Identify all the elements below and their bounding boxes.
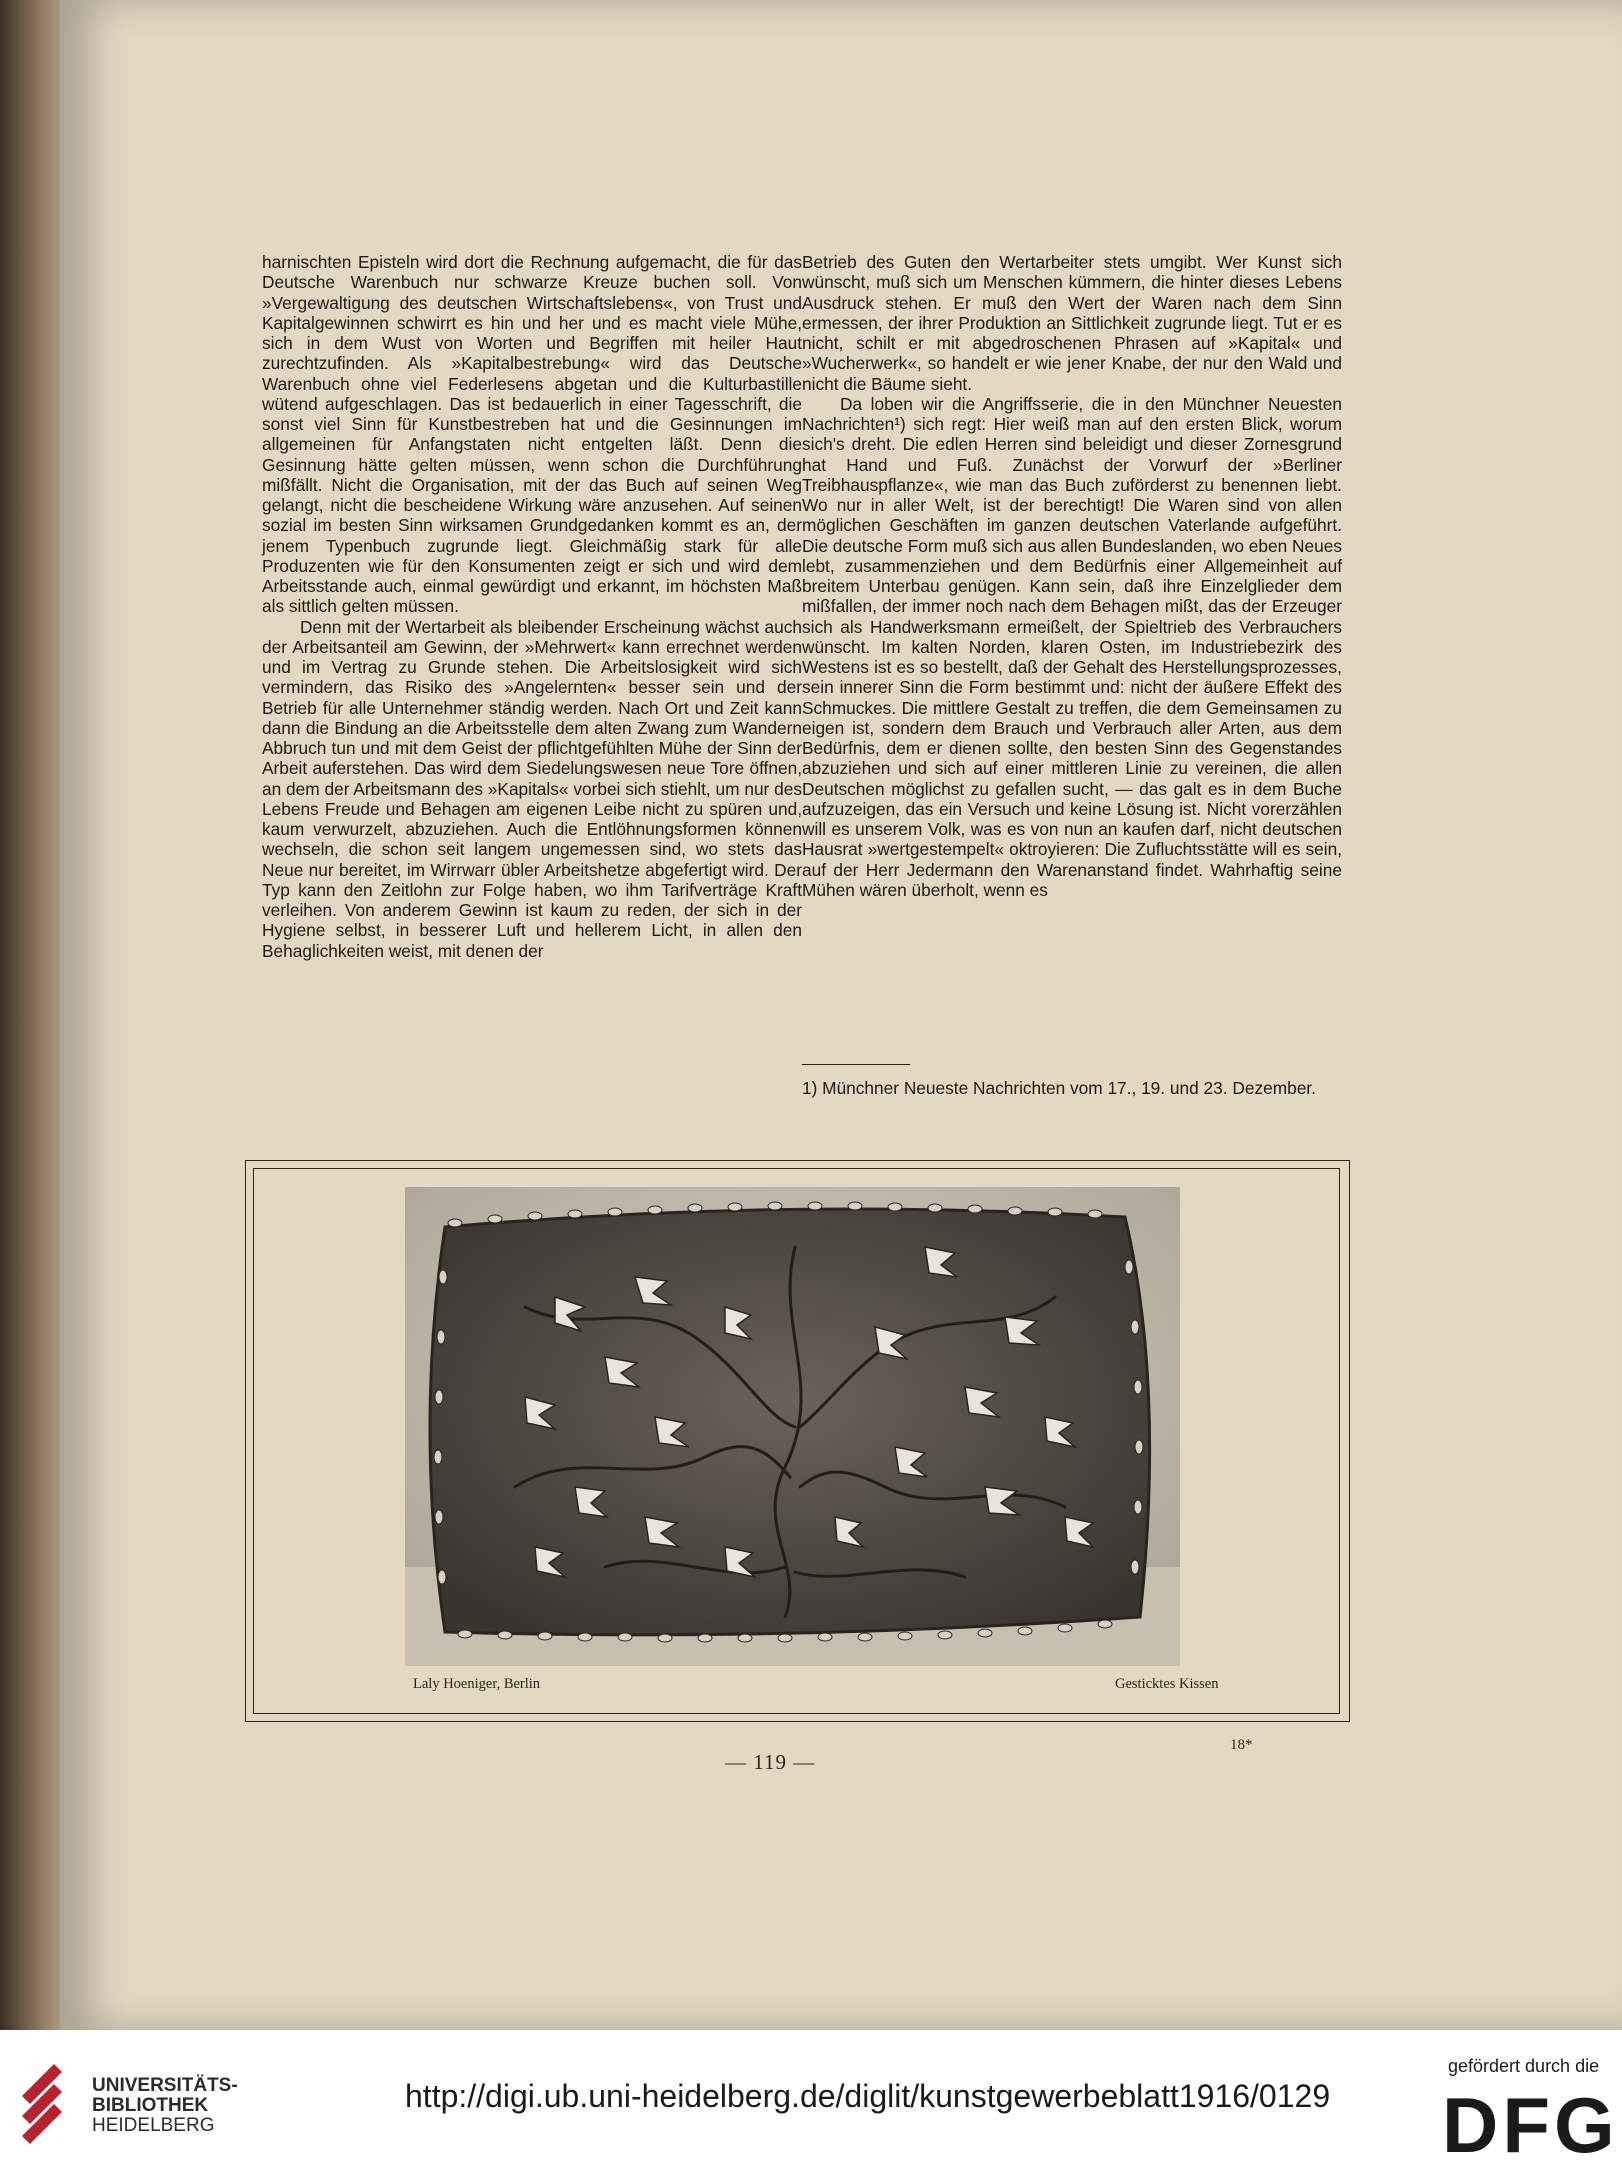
footnote: 1) Münchner Neueste Nachrichten vom 17., 19. und 23. Dezember. <box>802 1078 1316 1098</box>
permalink[interactable]: http://digi.ub.uni-heidelberg.de/diglit/kunstgewerbeblatt1916/0129 <box>405 2078 1331 2114</box>
page-number: — 119 — <box>725 1750 816 1774</box>
funding-note: gefördert durch die <box>1448 2056 1600 2076</box>
library-name: UNIVERSITÄTS- BIBLIOTHEK HEIDELBERG <box>92 2075 238 2136</box>
dfg-logo: DFG <box>1442 2081 1619 2169</box>
paragraph: Denn mit der Wertarbeit als bleibender Erscheinung wächst auch der Arbeitsanteil am Gewinn, der »Mehrwert« kann errechnet werden und im Vertrag zu Grunde stehen. Die Arbeitslosigkeit wird sich vermindern, das Risiko des »Angelernten« besser sein und der Betrieb für alle Unternehmer ständig werden. Nach Ort und Zeit kann dann die Bindung an die Arbeitsstelle dem alten Zwang zum Wandern Abbruch tun und mit dem Geist der pflichtgefühlten Mühe der Sinn der Arbeit auferstehen. Das wird dem Siedelungswesen neue Tore öffnen, an dem der Arbeitsmann des »Kapitals« vorbei sich stiehlt, um nur des Lebens Freude und Behagen am eigenen Leibe nicht zu spüren und, kaum verwurzelt, abzuziehen. Auch die Entlöhnungsformen können wechseln, die schon seit langem ungemessen sind, wo stets das Neue nur bereitet, im Wirrwarr übler Arbeitshetze abgefertigt wird. Der Typ kann den Zeitlohn zur Folge haben, wo ihm Tarifverträge Kraft verleihen. Von anderem Gewinn ist kaum zu reden, der sich in der Hygiene selbst, in besserer Luft und hellerem Licht, in allen den Behaglichkeiten weist, mit denen der <box>262 616 802 961</box>
paragraph: harnischten Episteln wird dort die Rechnung aufgemacht, die für das Deutsche Warenbuch nur schwarze Kreuze buchen soll. Von »Vergewaltigung des deutschen Wirtschaftslebens«, von Trust und Kapitalgewinnen schwirrt es hin und her und es macht viele Mühe, sich in dem Wust von Worten und Begriffen mit heiler Haut zurechtzufinden. Als »Kapitalbestrebung« wird das Deutsche Warenbuch ohne viel Federlesens abgetan und die Kulturbastille wütend aufgeschlagen. Das ist bedauerlich in einer Tagesschrift, die sonst viel Sinn für Kunstbestreben hat und die Gesinnungen im allgemeinen für Anfangstaten nicht entgelten läßt. Denn die Gesinnung hätte gelten müssen, wenn schon die Durchführung mißfällt. Nicht die Organisation, mit der das Buch auf seinen Weg gelangt, nicht die bescheidene Wirkung wäre anzusehen. Auf seinen sozial im besten Sinn wirksamen Grundgedanken kommt es an, der jenem Typenbuch zugrunde liegt. Gleichmäßig stark für alle Produzenten wie für den Konsumenten zeigt er sich und wird dem Arbeitsstande auch, einmal gewürdigt und erkannt, im höchsten Maß als sittlich gelten müssen. <box>262 252 802 617</box>
paragraph: Da loben wir die Angriffsserie, die in den Münchner Neuesten Nachrichten¹) sich regt: Hier weiß man auf den ersten Blick, worum sich's dreht. Die edlen Herren sind beleidigt und dieser Zornesgrund hat Hand und Fuß. Zunächst der Vorwurf der »Berliner Treibhauspflanze«, wie man das Buch zuförderst zu benennen liebt. Wo nur in aller Welt, ist der berechtigt! Die Waren sind von allen möglichen Geschäften im ganzen deutschen Vaterlande aufgeführt. Die deutsche Form muß sich aus allen Bundeslanden, wo eben Neues lebt, zusammenziehen und dem Bedürfnis einer Allgemeinheit auf breitem Unterbau genügen. Kann sein, daß ihre Einzelglieder dem mißfallen, der immer noch nach dem Behagen mißt, das der Erzeuger sich als Handwerksmann ermeißelt, der Spieltrieb des Verbrauchers wünscht. Im kalten Norden, klaren Osten, im Industriebezirk des Westens ist es so bestellt, daß der Gehalt des Herstellungsprozesses, sein innerer Sinn die Form bestimmt und: nicht der äußere Effekt des Schmuckes. Die mittlere Gestalt zu treffen, die dem Gemeinsamen zu eigen ist, sondern dem Brauch und Verbrauch aller Arten, aus dem Bedürfnis, dem er dienen sollte, den besten Sinn des Gegenstandes abzuziehen und sich auf einer mittleren Linie zu vereinen, die allen Deutschen möglichst zu gefallen sucht, — das galt es in dem Buche aufzuzeigen, das ein Versuch und keine Lösung ist. Nicht vorerzählen will es unserem Volk, was es von nun an kaufen darf, nicht deutschen Hausrat »wertgestempelt« oktroyieren: Die Zufluchtsstätte will es sein, auf der Herr Jedermann den Warenanstand findet. Wahrhaftig seine Mühen wären überholt, wenn es <box>802 393 1342 900</box>
text-column-right <box>802 252 1342 900</box>
printer-signature: 18* <box>1230 1737 1253 1753</box>
paragraph: Betrieb des Guten den Wertarbeiter stets umgibt. Wer Kunst sich wünscht, muß sich um Menschen kümmern, die hinter dieses Lebens Ausdruck stehen. Er muß den Wert der Waren nach dem Sinn ermessen, der ihrer Produktion an Sittlichkeit zugrunde liegt. Tut er es nicht, schilt er mit abgedroschenen Phrasen auf »Kapital« und »Wucherwerk«, so handelt er wie jener Knabe, der nur den Wald und nicht die Bäume sieht. <box>802 252 1342 394</box>
text-column-left <box>262 252 802 961</box>
embroidered-cushion-photo <box>405 1187 1180 1666</box>
figure-caption-artist: Laly Hoeniger, Berlin <box>413 1676 541 1692</box>
footnote-rule <box>802 1064 910 1065</box>
figure-caption-title: Gesticktes Kissen <box>1115 1676 1219 1692</box>
